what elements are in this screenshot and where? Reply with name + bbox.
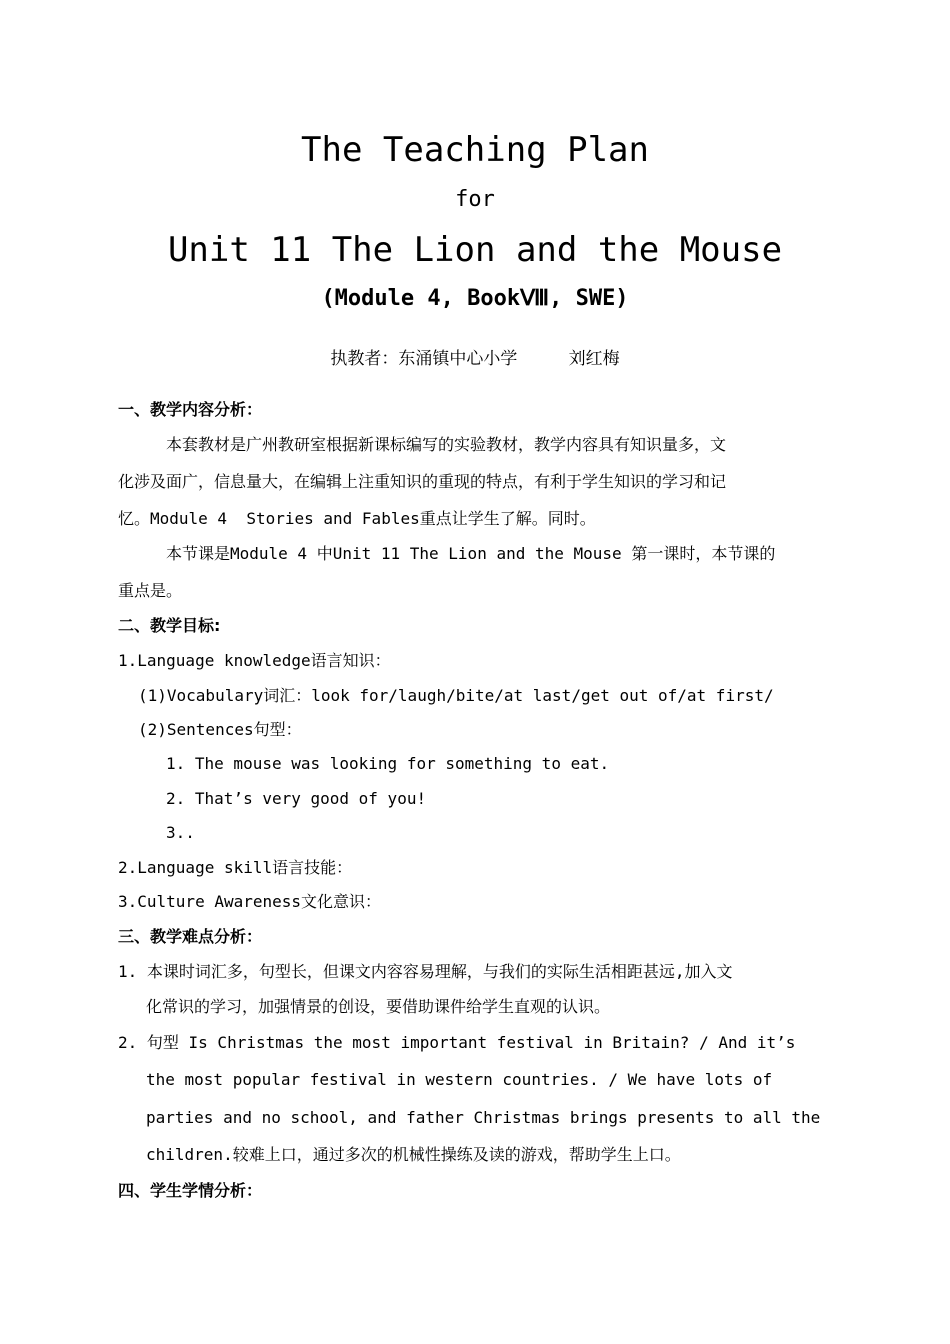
vocabulary-line: (1)Vocabulary词汇：look for/laugh/bite/at last/get out of/at first/ bbox=[138, 686, 774, 705]
paragraph-line: 重点是。 bbox=[118, 581, 183, 600]
objective-item: 3.Culture Awareness文化意识： bbox=[118, 892, 382, 911]
section-heading-learner-analysis: 四、学生学情分析： bbox=[118, 1181, 263, 1200]
objective-item: 2.Language skill语言技能： bbox=[118, 858, 353, 877]
section-heading-difficulties: 三、教学难点分析： bbox=[118, 927, 263, 946]
difficulty-line: children.较难上口，通过多次的机械性操练及读的游戏，帮助学生上口。 bbox=[146, 1145, 681, 1164]
sentence-item: 3.. bbox=[166, 823, 195, 842]
author-line: 执教者：东涌镇中心小学 刘红梅 bbox=[330, 349, 620, 369]
sentence-item: 1. The mouse was looking for something to eat. bbox=[166, 754, 610, 773]
module-subtitle: (Module 4, BookⅧ, SWE) bbox=[321, 286, 629, 311]
paragraph-line: 本节课是Module 4 中Unit 11 The Lion and the Mouse 第一课时，本节课的 bbox=[166, 544, 776, 563]
section-heading-content-analysis: 一、教学内容分析： bbox=[118, 400, 263, 419]
objective-item: 1.Language knowledge语言知识： bbox=[118, 651, 391, 670]
section-heading-objectives: 二、教学目标: bbox=[118, 616, 221, 635]
sentences-label: (2)Sentences句型： bbox=[138, 720, 302, 739]
sentence-item: 2. That’s very good of you! bbox=[166, 789, 427, 808]
paragraph-line: 本套教材是广州教研室根据新课标编写的实验教材，教学内容具有知识量多，文 bbox=[166, 435, 727, 454]
difficulty-line: 1. 本课时词汇多，句型长，但课文内容容易理解，与我们的实际生活相距甚远,加入文 bbox=[118, 962, 733, 981]
difficulty-line: the most popular festival in western countries. / We have lots of bbox=[146, 1070, 773, 1089]
difficulty-line: 化常识的学习，加强情景的创设，要借助课件给学生直观的认识。 bbox=[146, 997, 611, 1016]
paragraph-line: 忆。Module 4 Stories and Fables重点让学生了解。同时。 bbox=[118, 509, 596, 528]
document-title: The Teaching Plan bbox=[301, 130, 649, 170]
difficulty-line: parties and no school, and father Christmas brings presents to all the bbox=[146, 1108, 821, 1127]
difficulty-line: 2. 句型 Is Christmas the most important festival in Britain? / And it’s bbox=[118, 1033, 796, 1052]
unit-title: Unit 11 The Lion and the Mouse bbox=[167, 230, 783, 270]
title-for-line: for bbox=[455, 187, 495, 212]
paragraph-line: 化涉及面广，信息量大，在编辑上注重知识的重现的特点，有利于学生知识的学习和记 bbox=[118, 472, 727, 491]
